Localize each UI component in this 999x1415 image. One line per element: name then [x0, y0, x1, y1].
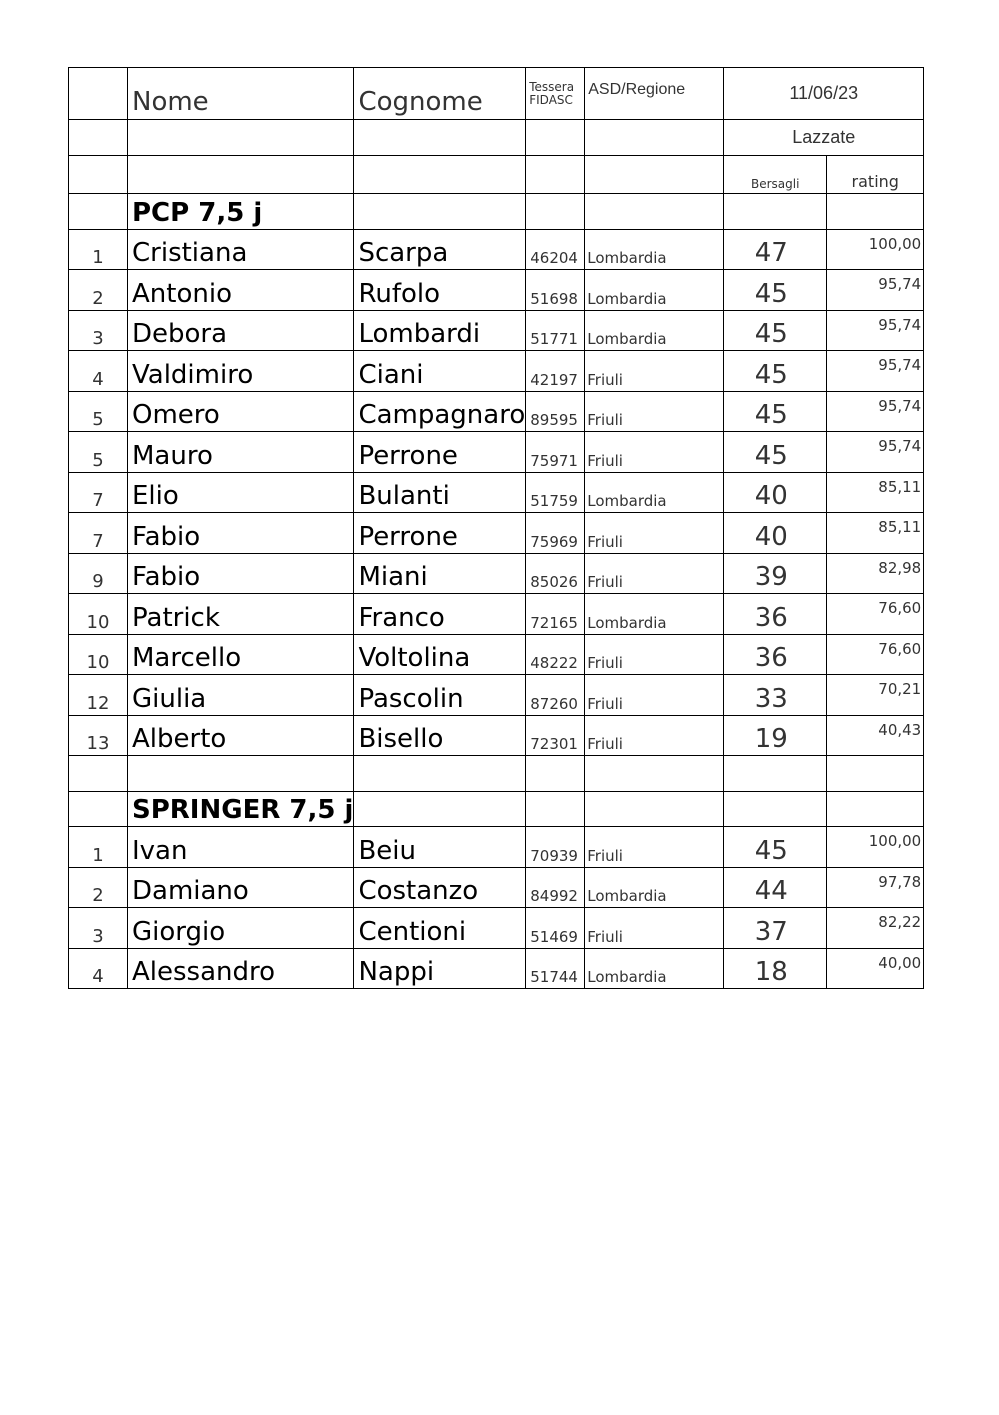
blank-cell [128, 756, 354, 792]
tessera-cell: 51759 [526, 472, 585, 513]
table-row [69, 867, 924, 908]
first-name-cell: Giulia [128, 675, 354, 716]
last-name-cell: Bulanti [354, 472, 526, 513]
rating-cell: 70,21 [827, 675, 924, 716]
tessera-cell: 89595 [526, 391, 585, 432]
bersagli-cell: 40 [724, 513, 827, 554]
first-name-cell: Ivan [128, 827, 354, 868]
region-cell: Friuli [585, 432, 724, 473]
blank-cell [585, 791, 724, 827]
last-name-cell: Nappi [354, 948, 526, 989]
region-cell: Friuli [585, 675, 724, 716]
last-name-cell: Campagnaro [354, 391, 526, 432]
position-cell: 4 [69, 351, 128, 392]
position-cell: 10 [69, 634, 128, 675]
table-row [69, 715, 924, 756]
rating-cell: 85,11 [827, 472, 924, 513]
bersagli-cell: 45 [724, 310, 827, 351]
blank-cell [354, 791, 526, 827]
last-name-cell: Beiu [354, 827, 526, 868]
position-cell: 9 [69, 553, 128, 594]
last-name-cell: Pascolin [354, 675, 526, 716]
position-cell: 2 [69, 867, 128, 908]
first-name-cell: Alberto [128, 715, 354, 756]
first-name-cell: Omero [128, 391, 354, 432]
tessera-cell: 46204 [526, 229, 585, 270]
last-name-cell: Centioni [354, 908, 526, 949]
first-name-cell: Cristiana [128, 229, 354, 270]
table-row [69, 553, 924, 594]
bersagli-cell: 45 [724, 351, 827, 392]
first-name-cell: Mauro [128, 432, 354, 473]
blank-row [69, 756, 924, 792]
header-nome: Nome [128, 68, 354, 120]
section-title: PCP 7,5 j [128, 194, 354, 230]
first-name-cell: Fabio [128, 553, 354, 594]
tessera-cell: 42197 [526, 351, 585, 392]
blank-cell [724, 791, 827, 827]
region-cell: Friuli [585, 827, 724, 868]
blank-cell [827, 194, 924, 230]
rating-cell: 95,74 [827, 310, 924, 351]
table-row [69, 351, 924, 392]
rating-cell: 97,78 [827, 867, 924, 908]
tessera-cell: 75969 [526, 513, 585, 554]
table-row [69, 391, 924, 432]
table-row [69, 908, 924, 949]
region-cell: Friuli [585, 634, 724, 675]
first-name-cell: Fabio [128, 513, 354, 554]
blank-cell [354, 194, 526, 230]
last-name-cell: Ciani [354, 351, 526, 392]
position-cell: 13 [69, 715, 128, 756]
header-location: Lazzate [724, 120, 924, 156]
blank-cell [526, 756, 585, 792]
tessera-cell: 51469 [526, 908, 585, 949]
rating-cell: 85,11 [827, 513, 924, 554]
first-name-cell: Elio [128, 472, 354, 513]
rating-cell: 100,00 [827, 229, 924, 270]
blank-cell [724, 756, 827, 792]
first-name-cell: Giorgio [128, 908, 354, 949]
last-name-cell: Voltolina [354, 634, 526, 675]
first-name-cell: Alessandro [128, 948, 354, 989]
table-row [69, 634, 924, 675]
tessera-cell: 72301 [526, 715, 585, 756]
blank-cell [526, 194, 585, 230]
rating-cell: 40,00 [827, 948, 924, 989]
position-cell: 1 [69, 827, 128, 868]
rating-cell: 95,74 [827, 432, 924, 473]
tessera-cell: 87260 [526, 675, 585, 716]
first-name-cell: Patrick [128, 594, 354, 635]
table-row [69, 513, 924, 554]
region-cell: Lombardia [585, 270, 724, 311]
header-pos-cell [69, 68, 128, 120]
last-name-cell: Perrone [354, 513, 526, 554]
bersagli-cell: 45 [724, 391, 827, 432]
bersagli-cell: 33 [724, 675, 827, 716]
region-cell: Lombardia [585, 310, 724, 351]
rating-cell: 76,60 [827, 634, 924, 675]
position-cell: 12 [69, 675, 128, 716]
column-labels-row [69, 156, 924, 194]
header-cognome: Cognome [354, 68, 526, 120]
tessera-cell: 75971 [526, 432, 585, 473]
bersagli-cell: 36 [724, 634, 827, 675]
rating-cell: 95,74 [827, 270, 924, 311]
bersagli-cell: 37 [724, 908, 827, 949]
region-cell: Friuli [585, 391, 724, 432]
position-cell: 5 [69, 391, 128, 432]
first-name-cell: Debora [128, 310, 354, 351]
bersagli-cell: 36 [724, 594, 827, 635]
header-date: 11/06/23 [724, 68, 924, 120]
region-cell: Lombardia [585, 594, 724, 635]
header-bersagli: Bersagli [724, 156, 827, 194]
blank-cell [526, 791, 585, 827]
blank-cell [585, 194, 724, 230]
location-row [69, 120, 924, 156]
first-name-cell: Valdimiro [128, 351, 354, 392]
rating-cell: 95,74 [827, 351, 924, 392]
tessera-cell: 48222 [526, 634, 585, 675]
first-name-cell: Damiano [128, 867, 354, 908]
tessera-cell: 51771 [526, 310, 585, 351]
last-name-cell: Rufolo [354, 270, 526, 311]
rating-cell: 82,22 [827, 908, 924, 949]
region-cell: Lombardia [585, 472, 724, 513]
rating-cell: 82,98 [827, 553, 924, 594]
table-row [69, 594, 924, 635]
blank-cell [827, 756, 924, 792]
region-cell: Lombardia [585, 948, 724, 989]
bersagli-cell: 18 [724, 948, 827, 989]
bersagli-cell: 45 [724, 270, 827, 311]
table-row [69, 827, 924, 868]
region-cell: Friuli [585, 351, 724, 392]
table-row [69, 472, 924, 513]
blank-cell [724, 194, 827, 230]
blank-cell [69, 194, 128, 230]
table-row [69, 432, 924, 473]
blank-cell [585, 756, 724, 792]
tessera-cell: 51744 [526, 948, 585, 989]
last-name-cell: Perrone [354, 432, 526, 473]
table-row [69, 675, 924, 716]
results-table [68, 67, 924, 989]
position-cell: 2 [69, 270, 128, 311]
position-cell: 10 [69, 594, 128, 635]
header-tessera-line1: Tessera [529, 79, 575, 94]
last-name-cell: Costanzo [354, 867, 526, 908]
position-cell: 3 [69, 310, 128, 351]
section-title: SPRINGER 7,5 j [128, 791, 354, 827]
table-row [69, 948, 924, 989]
region-cell: Friuli [585, 908, 724, 949]
rating-cell: 40,43 [827, 715, 924, 756]
last-name-cell: Miani [354, 553, 526, 594]
blank-cell [69, 791, 128, 827]
last-name-cell: Bisello [354, 715, 526, 756]
section-title-row [69, 194, 924, 230]
region-cell: Friuli [585, 715, 724, 756]
tessera-cell: 51698 [526, 270, 585, 311]
position-cell: 7 [69, 513, 128, 554]
region-cell: Friuli [585, 553, 724, 594]
tessera-cell: 70939 [526, 827, 585, 868]
table-row [69, 229, 924, 270]
region-cell: Lombardia [585, 867, 724, 908]
bersagli-cell: 45 [724, 432, 827, 473]
region-cell: Friuli [585, 513, 724, 554]
bersagli-cell: 44 [724, 867, 827, 908]
rating-cell: 95,74 [827, 391, 924, 432]
header-row [69, 68, 924, 120]
position-cell: 1 [69, 229, 128, 270]
region-cell: Lombardia [585, 229, 724, 270]
bersagli-cell: 19 [724, 715, 827, 756]
tessera-cell: 84992 [526, 867, 585, 908]
rating-cell: 76,60 [827, 594, 924, 635]
tessera-cell: 85026 [526, 553, 585, 594]
tessera-cell: 72165 [526, 594, 585, 635]
first-name-cell: Marcello [128, 634, 354, 675]
blank-cell [827, 791, 924, 827]
position-cell: 5 [69, 432, 128, 473]
bersagli-cell: 45 [724, 827, 827, 868]
header-regione: ASD/Regione [585, 68, 724, 120]
header-tessera-line2: FIDASC [529, 92, 573, 107]
bersagli-cell: 47 [724, 229, 827, 270]
position-cell: 7 [69, 472, 128, 513]
rating-cell: 100,00 [827, 827, 924, 868]
first-name-cell: Antonio [128, 270, 354, 311]
position-cell: 3 [69, 908, 128, 949]
last-name-cell: Lombardi [354, 310, 526, 351]
position-cell: 4 [69, 948, 128, 989]
bersagli-cell: 40 [724, 472, 827, 513]
blank-cell [69, 756, 128, 792]
table-row [69, 310, 924, 351]
header-tessera [526, 68, 585, 120]
header-rating: rating [827, 156, 924, 194]
last-name-cell: Scarpa [354, 229, 526, 270]
blank-cell [354, 756, 526, 792]
bersagli-cell: 39 [724, 553, 827, 594]
table-row [69, 270, 924, 311]
last-name-cell: Franco [354, 594, 526, 635]
section-title-row [69, 791, 924, 827]
